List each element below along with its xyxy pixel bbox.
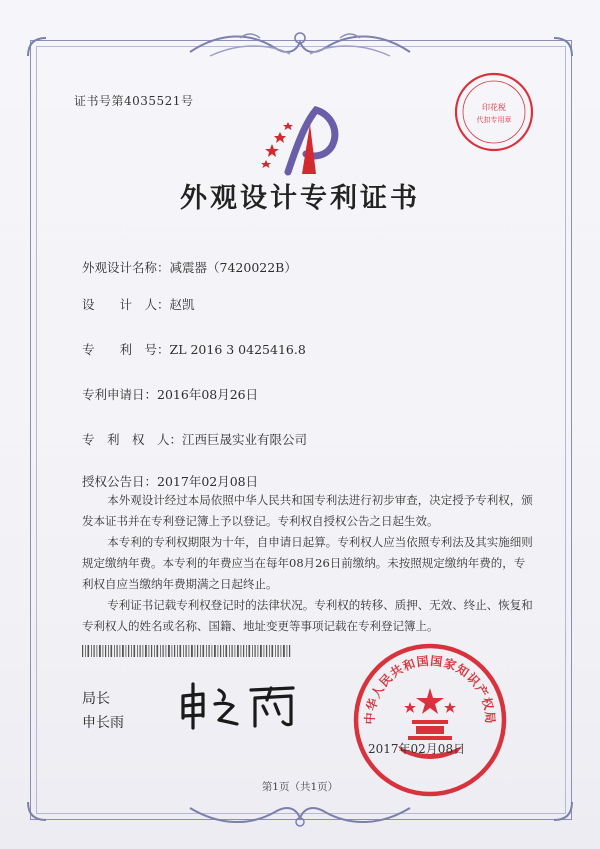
- patent-number-value: ZL 2016 3 0425416.8: [169, 342, 306, 357]
- patentee-value: 江西巨晟实业有限公司: [182, 432, 308, 447]
- announcement-date-value: 2017年02月08日: [157, 474, 259, 489]
- bottom-ornament-decoration: [180, 800, 420, 830]
- body-paragraph-3: 专利证书记载专利权登记时的法律状况。专利权的转移、质押、无效、终止、恢复和专利权人的姓名或名称、国籍、地址变更等事项记载在专利登记簿上。: [82, 598, 533, 633]
- patentee-row: [82, 430, 307, 448]
- svg-text:代扣专用章: 代扣专用章: [476, 116, 512, 124]
- corner-ornament-top-left: [26, 36, 48, 58]
- top-ornament-decoration: [180, 28, 420, 62]
- svg-text:中华人民共和国国家知识产权局: 中华人民共和国国家知识产权局: [362, 653, 498, 725]
- announcement-date-row: [82, 472, 258, 490]
- body-paragraph-2: 本专利的专利权期限为十年，自申请日起算。专利权人应当依照专利法及其实施细则规定缴纳年费。本专利的年费应当在每年08月26日前缴纳。未按照规定缴纳年费的，专利权自应当缴纳年费期满之日起终止。: [82, 535, 533, 591]
- corner-ornament-top-right: [552, 36, 574, 58]
- filing-date-label: 专利申请日：: [82, 387, 158, 402]
- issue-date: 2017年02月08日: [368, 742, 466, 756]
- page-number: 第1页（共1页）: [261, 781, 339, 793]
- design-name-label: 外观设计名称：: [82, 260, 170, 275]
- patentee-label: 专 利 权 人：: [82, 432, 183, 447]
- director-title-label: 局长: [82, 691, 110, 707]
- certificate-body: [82, 490, 534, 637]
- patent-number-row: [82, 340, 306, 358]
- stamp-duty-seal: [452, 70, 536, 154]
- handwritten-signature: [175, 680, 305, 732]
- document-title: 外观设计专利证书: [180, 183, 420, 214]
- patent-office-logo: [258, 102, 348, 178]
- certificate-number: 证书号第4035521号: [74, 94, 194, 108]
- corner-ornament-bottom-right: [552, 800, 574, 822]
- corner-ornament-bottom-left: [26, 800, 48, 822]
- design-name-value: 减震器（7420022B）: [169, 260, 297, 275]
- filing-date-row: [82, 385, 258, 403]
- filing-date-value: 2016年08月26日: [157, 387, 259, 402]
- designer-value: 赵凯: [169, 297, 195, 312]
- designer-row: [82, 295, 195, 313]
- director-name-label: 申长雨: [82, 715, 124, 731]
- svg-text:印花税: 印花税: [482, 103, 506, 112]
- body-paragraph-1: 本外观设计经过本局依照中华人民共和国专利法进行初步审查，决定授予专利权，颁发本证书并在专利登记簿上予以登记。专利权自授权公告之日起生效。: [82, 493, 533, 528]
- patent-number-label: 专 利 号：: [82, 342, 170, 357]
- announcement-date-label: 授权公告日：: [82, 474, 158, 489]
- official-red-seal: [350, 640, 510, 800]
- barcode: [82, 645, 292, 657]
- designer-label: 设 计 人：: [82, 297, 170, 312]
- design-name-row: [82, 258, 297, 276]
